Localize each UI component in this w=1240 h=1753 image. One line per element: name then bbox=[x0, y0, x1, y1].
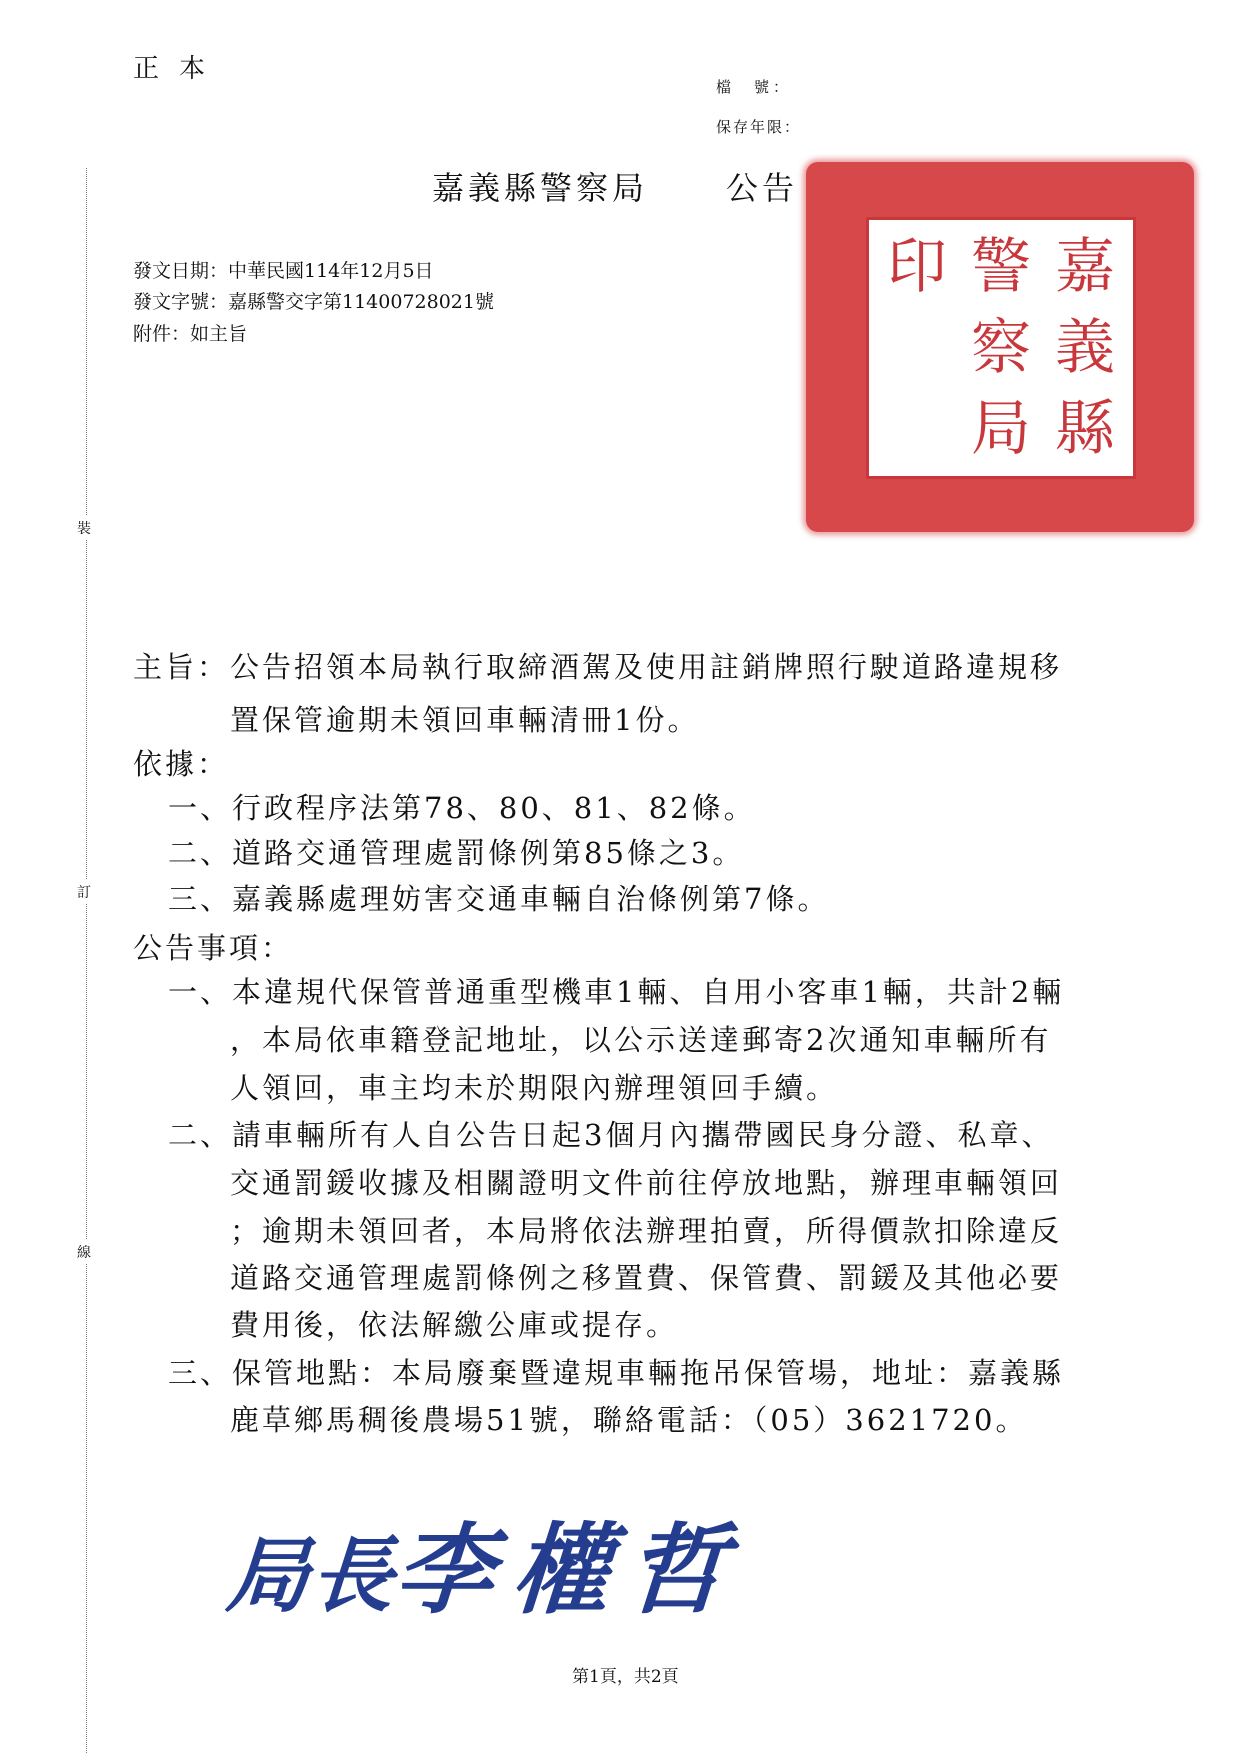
issue-date: 發文日期：中華民國114年12月5日 bbox=[133, 260, 434, 282]
director-signature bbox=[223, 1492, 749, 1633]
subject-text-line: 置保管逾期未領回車輛清冊1份。 bbox=[230, 703, 700, 737]
basis-item: 二、道路交通管理處罰條例第85條之3。 bbox=[168, 836, 745, 870]
seal-glyph: 嘉 bbox=[1055, 231, 1115, 302]
seal-glyph: 縣 bbox=[1055, 394, 1115, 465]
seal-glyph: 局 bbox=[971, 394, 1031, 465]
seal-glyph: 印 bbox=[887, 231, 947, 302]
notice-item-line: 一、本違規代保管普通重型機車1輛、自用小客車1輛，共計2輛 bbox=[168, 975, 1065, 1009]
seal-glyph: 察 bbox=[971, 312, 1031, 383]
seal-inner-frame bbox=[866, 217, 1136, 479]
signature-name: 李權哲 bbox=[391, 1513, 748, 1628]
binding-mark: 裝 bbox=[77, 516, 91, 540]
binding-mark: 線 bbox=[77, 1240, 91, 1264]
document-type: 公告 bbox=[726, 169, 799, 207]
notice-item-line: ；逾期未領回者，本局將依法辦理拍賣，所得價款扣除違反 bbox=[230, 1214, 1063, 1248]
seal-glyph-grid bbox=[875, 226, 1127, 470]
notice-item-line: 人領回，車主均未於期限內辦理領回手續。 bbox=[230, 1071, 839, 1105]
notice-item-line: 道路交通管理處罰條例之移置費、保管費、罰鍰及其他必要 bbox=[230, 1261, 1063, 1295]
notice-item-line: 鹿草鄉馬稠後農場51號，聯絡電話：（05）3621720。 bbox=[230, 1403, 1028, 1437]
binding-margin-line bbox=[86, 168, 87, 1753]
notice-item-line: ，本局依車籍登記地址，以公示送達郵寄2次通知車輛所有 bbox=[230, 1023, 1052, 1057]
binding-mark: 訂 bbox=[77, 880, 91, 904]
basis-heading: 依據： bbox=[133, 747, 230, 781]
agency-title: 嘉義縣警察局 bbox=[432, 169, 649, 207]
signature-title: 局長 bbox=[223, 1528, 399, 1624]
page-indicator: 第1頁，共2頁 bbox=[572, 1667, 679, 1687]
notice-item-line: 交通罰鍰收據及相關證明文件前往停放地點，辦理車輛領回 bbox=[230, 1166, 1063, 1200]
seal-glyph: 義 bbox=[1055, 312, 1115, 383]
subject-text-line: 公告招領本局執行取締酒駕及使用註銷牌照行駛道路違規移 bbox=[230, 650, 1063, 684]
copy-label: 正本 bbox=[133, 54, 226, 84]
notice-heading: 公告事項： bbox=[133, 931, 294, 965]
subject-label: 主旨： bbox=[133, 650, 230, 684]
notice-item-line: 二、請車輛所有人自公告日起3個月內攜帶國民身分證、私章、 bbox=[168, 1118, 1054, 1152]
official-seal-stamp bbox=[806, 162, 1194, 532]
basis-item: 一、行政程序法第78、80、81、82條。 bbox=[168, 791, 756, 825]
file-number-label: 檔 號： bbox=[716, 78, 793, 96]
notice-item-line: 費用後，依法解繳公庫或提存。 bbox=[230, 1308, 679, 1342]
retention-period-label: 保存年限： bbox=[716, 118, 802, 136]
notice-item-line: 三、保管地點：本局廢棄暨違規車輛拖吊保管場，地址：嘉義縣 bbox=[168, 1356, 1065, 1390]
issue-number: 發文字號：嘉縣警交字第11400728021號 bbox=[133, 291, 494, 313]
seal-glyph: 警 bbox=[971, 231, 1031, 302]
attachment-note: 附件：如主旨 bbox=[133, 323, 248, 345]
basis-item: 三、嘉義縣處理妨害交通車輛自治條例第7條。 bbox=[168, 882, 830, 916]
